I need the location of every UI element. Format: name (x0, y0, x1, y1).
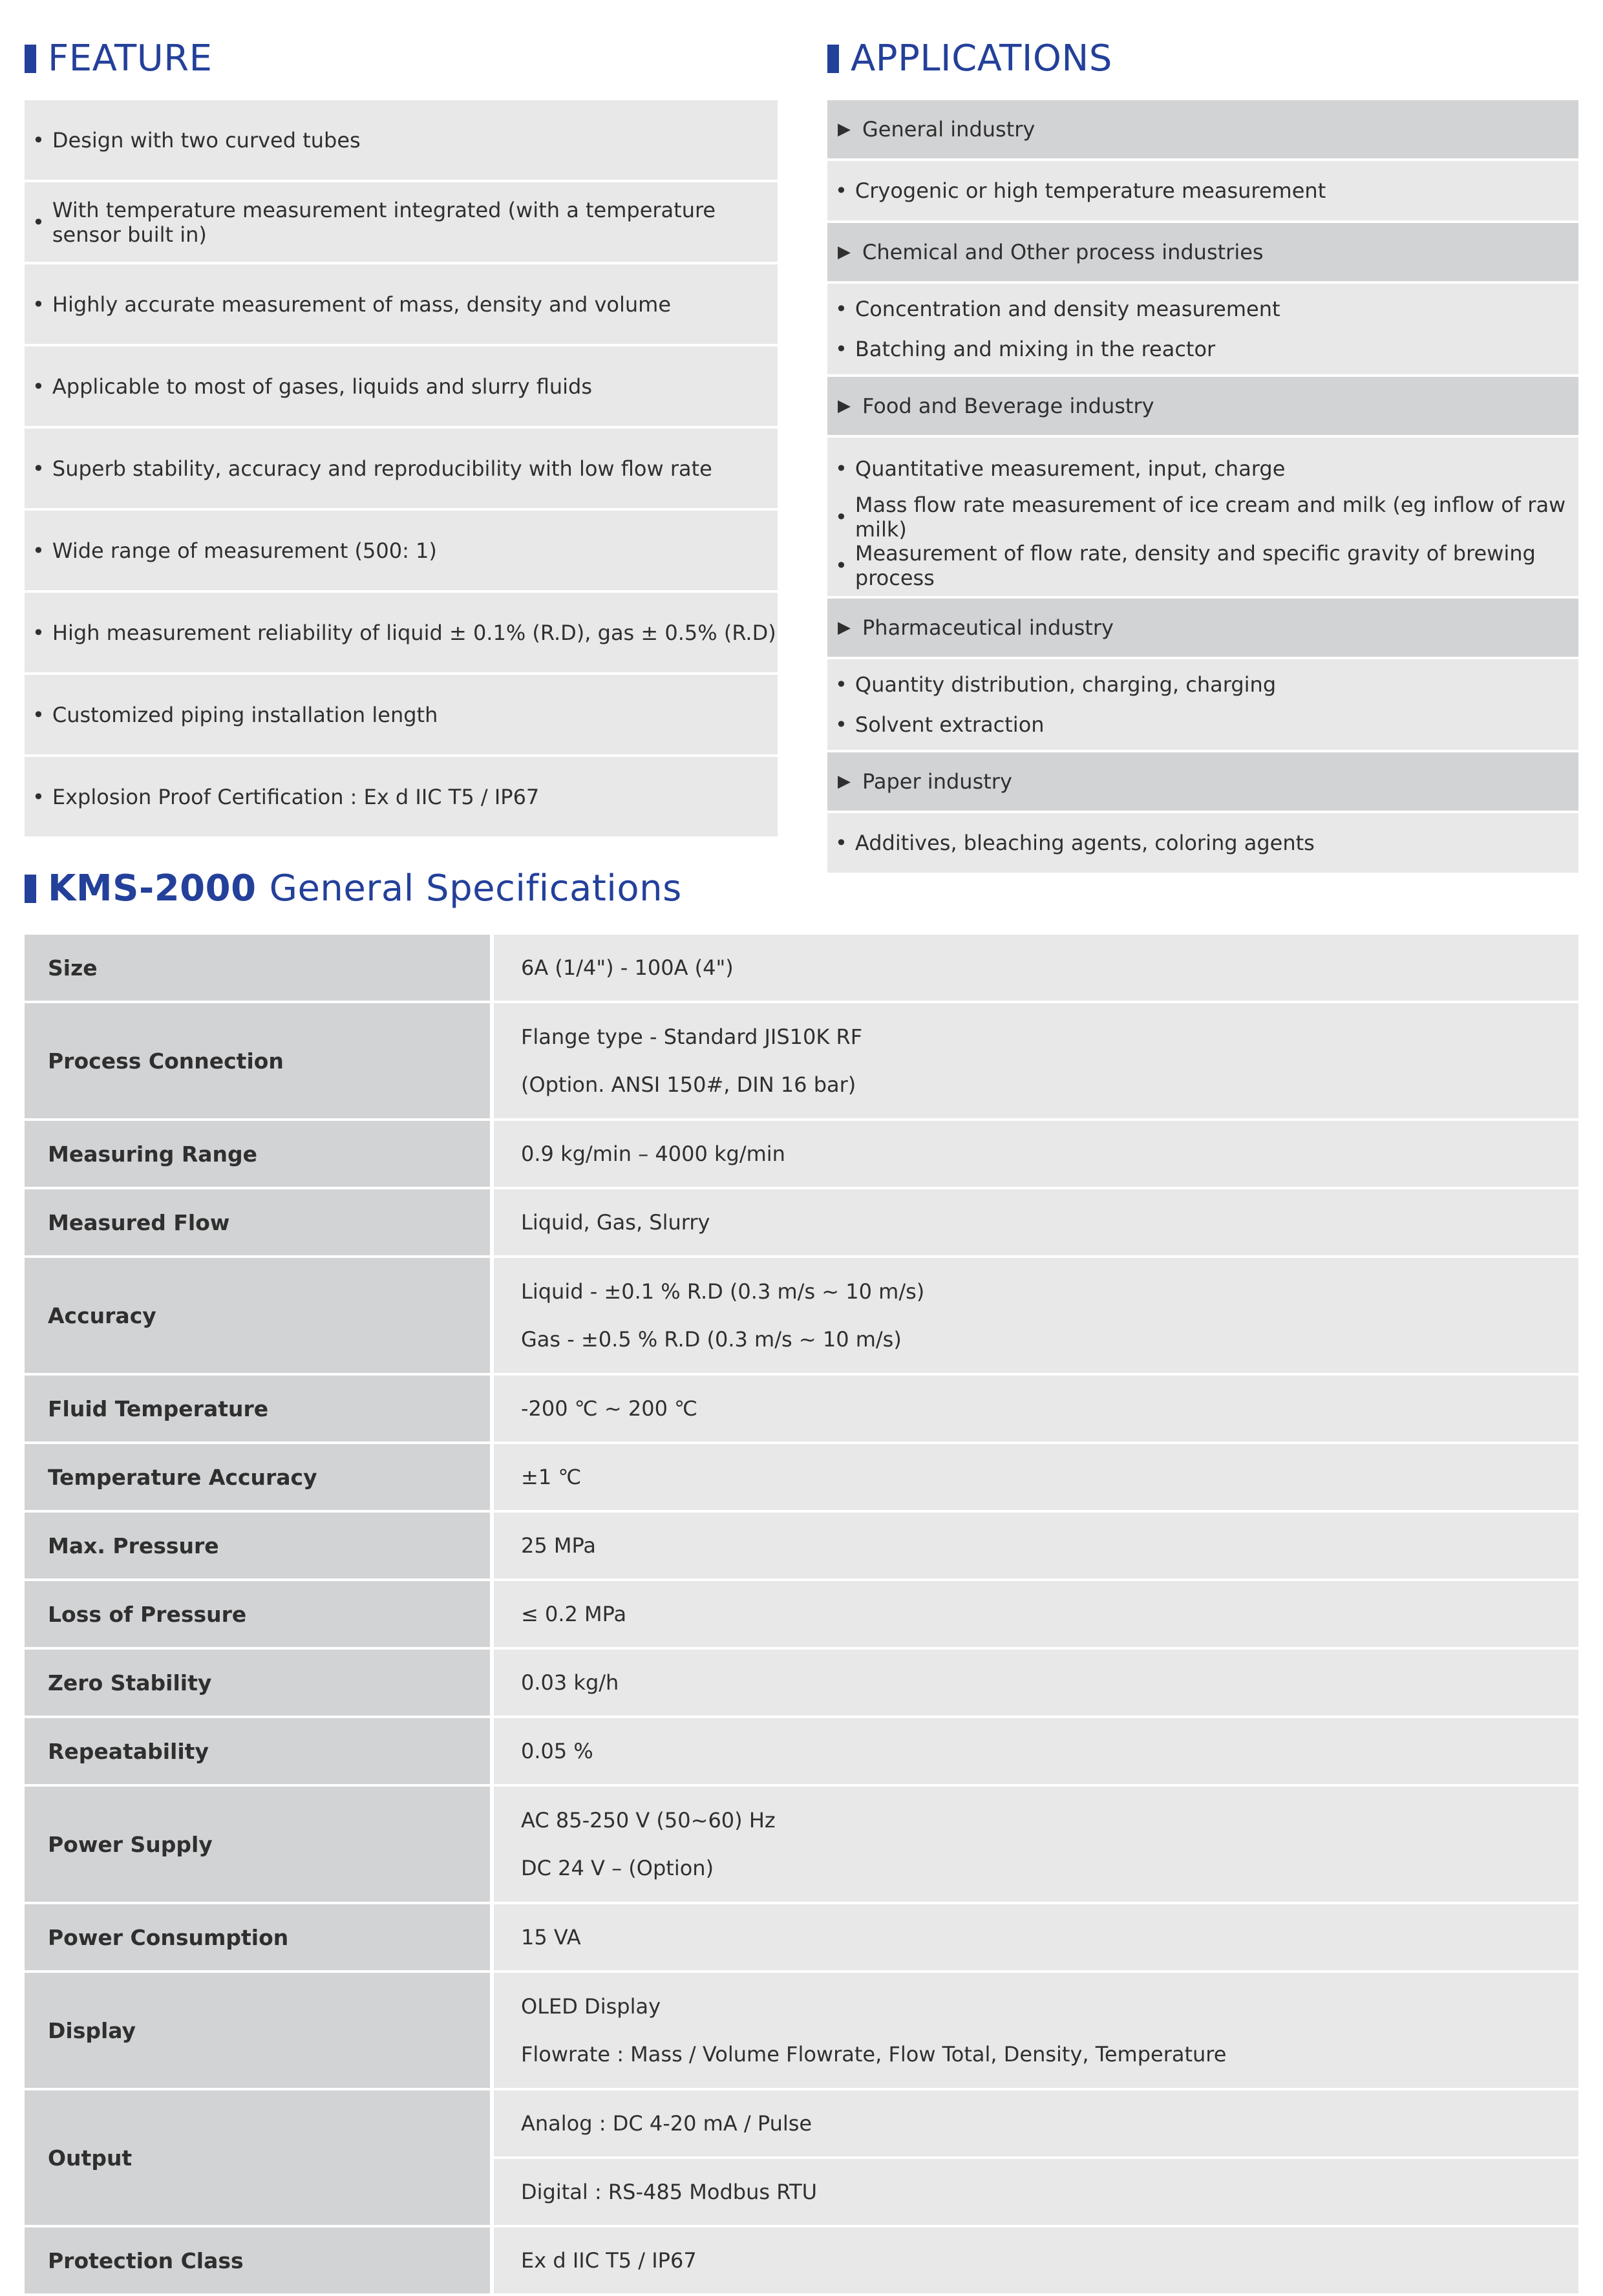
spec-value (494, 1650, 1578, 1716)
triangle-right-icon: ▶ (838, 242, 851, 262)
application-item-text: Additives, bleaching agents, coloring agents (855, 831, 1315, 855)
spec-row (25, 1650, 1578, 1716)
bullet: • (32, 620, 45, 645)
spec-value (494, 1189, 1578, 1255)
spec-label: Measuring Range (25, 1121, 490, 1187)
bullet: • (835, 337, 847, 361)
application-item (835, 664, 1578, 705)
spec-value (494, 1258, 1578, 1373)
spec-value-line: Liquid, Gas, Slurry (521, 1210, 710, 1235)
feature-item (25, 511, 778, 590)
spec-label: Loss of Pressure (25, 1581, 490, 1647)
spec-value (494, 1376, 1578, 1441)
spec-values (494, 935, 1578, 1001)
spec-value (494, 1121, 1578, 1187)
spec-label: Temperature Accuracy (25, 1444, 490, 1510)
spec-row (25, 1513, 1578, 1578)
bullet: • (32, 127, 45, 153)
applications-heading (827, 37, 1112, 80)
spec-value-line: Flowrate : Mass / Volume Flowrate, Flow Total, Density, Temperature (521, 2042, 1227, 2067)
spec-row (25, 1121, 1578, 1187)
application-items (827, 284, 1578, 374)
spec-row (25, 1258, 1578, 1373)
spec-label: Zero Stability (25, 1650, 490, 1716)
spec-value (494, 1787, 1578, 1902)
feature-title: FEATURE (48, 37, 213, 80)
spec-value (494, 935, 1578, 1001)
spec-value-line: Analog : DC 4-20 mA / Pulse (521, 2111, 812, 2136)
bullet: • (32, 209, 45, 235)
triangle-right-icon: ▶ (838, 120, 851, 139)
spec-label: Display (25, 1973, 490, 2088)
spec-value-line: 15 VA (521, 1925, 581, 1950)
application-group (827, 752, 1578, 873)
application-item-text: Solvent extraction (855, 712, 1045, 737)
application-category-header (827, 377, 1578, 435)
spec-value (494, 1718, 1578, 1784)
feature-item (25, 100, 778, 180)
spec-row (25, 1376, 1578, 1441)
spec-value-line: Flange type - Standard JIS10K RF (521, 1025, 863, 1049)
application-category-label: Food and Beverage industry (862, 394, 1154, 418)
spec-label: Protection Class (25, 2227, 490, 2293)
application-item-text: Cryogenic or high temperature measurement (855, 178, 1326, 203)
application-group (827, 100, 1578, 220)
spec-label: Fluid Temperature (25, 1376, 490, 1441)
applications-list (827, 100, 1578, 875)
spec-row (25, 1718, 1578, 1784)
spec-row (25, 1787, 1578, 1902)
spec-value (494, 1513, 1578, 1578)
feature-item (25, 264, 778, 344)
feature-item-text: Customized piping installation length (52, 702, 438, 727)
spec-row (25, 1003, 1578, 1118)
spec-value-line: -200 ℃ ~ 200 ℃ (521, 1396, 698, 1421)
bullet: • (835, 297, 847, 321)
spec-values (494, 1904, 1578, 1970)
spec-row (25, 1973, 1578, 2088)
feature-item-text: High measurement reliability of liquid ± 0.1% (R.D), gas ± 0.5% (R.D) (52, 620, 776, 645)
spec-value-line: Gas - ±0.5 % R.D (0.3 m/s ~ 10 m/s) (521, 1327, 902, 1352)
feature-list (25, 100, 778, 839)
heading-bar (25, 875, 36, 903)
spec-row (25, 1581, 1578, 1647)
triangle-right-icon: ▶ (838, 396, 851, 416)
spec-values (494, 1581, 1578, 1647)
bullet: • (835, 672, 847, 697)
bullet: • (32, 292, 45, 317)
spec-label: Power Supply (25, 1787, 490, 1902)
application-category-header (827, 752, 1578, 811)
feature-item-text: Wide range of measurement (500: 1) (52, 538, 437, 563)
spec-value-line: 0.03 kg/h (521, 1670, 619, 1695)
application-item (835, 166, 1578, 215)
heading-bar (827, 45, 839, 73)
application-category-label: Pharmaceutical industry (862, 615, 1114, 640)
application-item-text: Concentration and density measurement (855, 297, 1280, 321)
bullet: • (835, 456, 847, 481)
specs-heading (25, 867, 682, 909)
spec-values (494, 1444, 1578, 1510)
bullet: • (32, 456, 45, 481)
spec-value (494, 2090, 1578, 2156)
application-items (827, 813, 1578, 873)
application-item (835, 818, 1578, 867)
spec-value-line: Liquid - ±0.1 % R.D (0.3 m/s ~ 10 m/s) (521, 1279, 925, 1304)
application-category-label: Chemical and Other process industries (862, 240, 1264, 264)
spec-value-line: OLED Display (521, 1994, 661, 2019)
bullet: • (835, 831, 847, 855)
application-item (835, 444, 1578, 493)
spec-value (494, 1003, 1578, 1118)
application-item-text: Quantitative measurement, input, charge (855, 456, 1286, 481)
spec-value-line: AC 85-250 V (50~60) Hz (521, 1808, 776, 1833)
spec-row (25, 1189, 1578, 1255)
spec-values (494, 1650, 1578, 1716)
spec-value-line: 0.05 % (521, 1739, 593, 1763)
spec-value (494, 2159, 1578, 2225)
spec-label: Max. Pressure (25, 1513, 490, 1578)
spec-values (494, 1973, 1578, 2088)
spec-table (25, 935, 1578, 2296)
triangle-right-icon: ▶ (838, 772, 851, 791)
bullet: • (32, 784, 45, 809)
feature-item (25, 429, 778, 508)
application-item-text: Mass flow rate measurement of ice cream and milk (eg inflow of raw milk) (855, 492, 1566, 542)
spec-row (25, 1904, 1578, 1970)
application-item (835, 289, 1578, 329)
spec-label: Output (25, 2090, 490, 2225)
spec-label: Measured Flow (25, 1189, 490, 1255)
spec-value-line: 6A (1/4") - 100A (4") (521, 955, 734, 980)
feature-item (25, 757, 778, 836)
spec-values (494, 1121, 1578, 1187)
spec-value-line: 25 MPa (521, 1533, 596, 1558)
feature-heading (25, 37, 213, 80)
spec-row (25, 2227, 1578, 2293)
spec-values (494, 1513, 1578, 1578)
application-item-text: Batching and mixing in the reactor (855, 337, 1216, 361)
spec-values (494, 2090, 1578, 2225)
spec-values (494, 1718, 1578, 1784)
application-category-header (827, 100, 1578, 158)
application-item-text: Measurement of flow rate, density and specific gravity of brewing process (855, 540, 1536, 590)
application-items (827, 161, 1578, 220)
application-items (827, 438, 1578, 596)
bullet: • (32, 702, 45, 727)
bullet: • (835, 504, 847, 529)
spec-label: Power Consumption (25, 1904, 490, 1970)
feature-item (25, 675, 778, 754)
feature-item (25, 593, 778, 672)
spec-row (25, 935, 1578, 1001)
spec-value (494, 2227, 1578, 2293)
feature-item-text: Superb stability, accuracy and reproducibility with low flow rate (52, 456, 712, 481)
applications-title: APPLICATIONS (851, 37, 1112, 80)
spec-value (494, 1581, 1578, 1647)
spec-value (494, 1904, 1578, 1970)
application-item (835, 705, 1578, 745)
feature-item-text: Applicable to most of gases, liquids and slurry fluids (52, 374, 592, 399)
application-item (835, 541, 1578, 590)
specs-title: General Specifications (269, 867, 682, 909)
spec-value-line: 0.9 kg/min – 4000 kg/min (521, 1142, 785, 1166)
spec-values (494, 1003, 1578, 1118)
spec-row (25, 1444, 1578, 1510)
application-item (835, 329, 1578, 369)
spec-label: Size (25, 935, 490, 1001)
feature-item (25, 182, 778, 262)
spec-values (494, 1787, 1578, 1902)
spec-value-line: ±1 ℃ (521, 1465, 582, 1489)
spec-model: KMS-2000 (48, 867, 257, 909)
application-category-label: Paper industry (862, 769, 1012, 794)
application-group (827, 599, 1578, 750)
heading-bar (25, 45, 36, 73)
application-item-text: Quantity distribution, charging, charging (855, 672, 1277, 697)
spec-values (494, 1376, 1578, 1441)
feature-item-text: Highly accurate measurement of mass, density and volume (52, 292, 671, 317)
application-category-label: General industry (862, 117, 1035, 142)
spec-label: Repeatability (25, 1718, 490, 1784)
spec-value (494, 1973, 1578, 2088)
spec-values (494, 1189, 1578, 1255)
feature-item-text: With temperature measurement integrated (with a temperature sensor built in) (52, 197, 716, 247)
spec-row (25, 2090, 1578, 2225)
feature-item (25, 346, 778, 426)
application-category-header (827, 599, 1578, 657)
spec-value-line: Digital : RS-485 Modbus RTU (521, 2180, 818, 2204)
spec-label: Accuracy (25, 1258, 490, 1373)
application-category-header (827, 223, 1578, 281)
bullet: • (835, 178, 847, 203)
application-item (835, 493, 1578, 541)
spec-label: Process Connection (25, 1003, 490, 1118)
spec-values (494, 2227, 1578, 2293)
bullet: • (835, 553, 847, 578)
spec-value-line: Ex d IIC T5 / IP67 (521, 2248, 697, 2273)
application-items (827, 659, 1578, 750)
application-group (827, 377, 1578, 596)
spec-values (494, 1258, 1578, 1373)
bullet: • (32, 374, 45, 399)
spec-value (494, 1444, 1578, 1510)
bullet: • (32, 538, 45, 563)
feature-item-text: Design with two curved tubes (52, 127, 361, 153)
feature-item-text: Explosion Proof Certification : Ex d IIC T5 / IP67 (52, 784, 540, 809)
bullet: • (835, 712, 847, 737)
spec-value-line: ≤ 0.2 MPa (521, 1602, 627, 1626)
spec-value-line: DC 24 V – (Option) (521, 1856, 714, 1880)
triangle-right-icon: ▶ (838, 618, 851, 637)
application-group (827, 223, 1578, 374)
spec-value-line: (Option. ANSI 150#, DIN 16 bar) (521, 1072, 856, 1097)
